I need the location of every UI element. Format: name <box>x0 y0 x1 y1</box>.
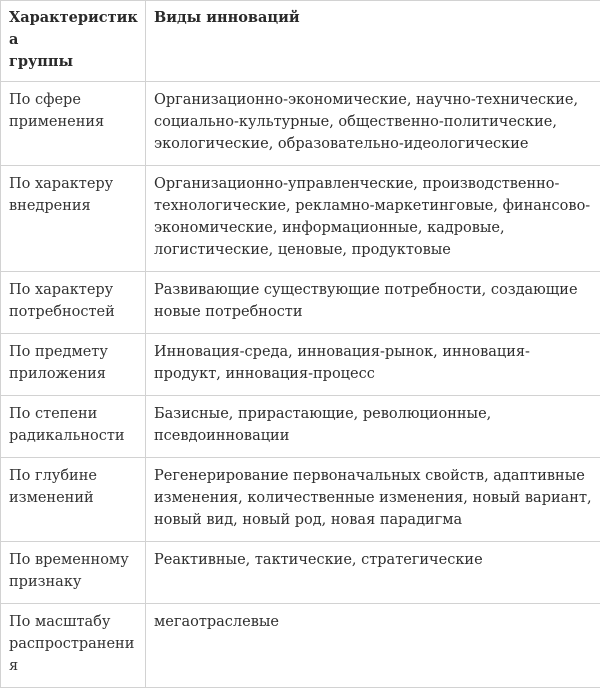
row-category: По масштабу распространения <box>1 604 146 688</box>
table-row <box>1 458 600 542</box>
row-category: По степени радикальности <box>1 396 146 458</box>
row-kinds: Организационно-управленческие, производственно- технологические, рекламно-маркетинговые, финансово- экономические, информационные, кадровые, логистические, ценовые, продуктовые <box>146 166 600 272</box>
table-row <box>1 604 600 688</box>
row-category: По сфере применения <box>1 82 146 166</box>
row-kinds: Базисные, прирастающие, революционные, псевдоинновации <box>146 396 600 458</box>
row-kinds: Развивающие существующие потребности, создающие новые потребности <box>146 272 600 334</box>
table-row <box>1 82 600 166</box>
row-kinds: Организационно-экономические, научно-технические, социально-культурные, общественно-политические, экологические, образовательно-идеологические <box>146 82 600 166</box>
table-header <box>1 1 600 82</box>
header-row <box>1 1 600 82</box>
row-kinds: Инновация-среда, инновация-рынок, инновация- продукт, инновация-процесс <box>146 334 600 396</box>
row-kinds: мегаотраслевые <box>146 604 600 688</box>
row-category: По временному признаку <box>1 542 146 604</box>
row-category: По предмету приложения <box>1 334 146 396</box>
row-category: По глубине изменений <box>1 458 146 542</box>
row-kinds: Реактивные, тактические, стратегические <box>146 542 600 604</box>
row-kinds: Регенерирование первоначальных свойств, адаптивные изменения, количественные изменения, новый вариант, новый вид, новый род, новая парадигма <box>146 458 600 542</box>
row-category: По характеру потребностей <box>1 272 146 334</box>
row-category: По характеру внедрения <box>1 166 146 272</box>
header-innovation-kinds: Виды инноваций <box>146 1 600 82</box>
table-row <box>1 334 600 396</box>
table-body <box>1 82 600 688</box>
table-row <box>1 396 600 458</box>
table-row <box>1 272 600 334</box>
header-group-characteristic: Характеристика группы <box>1 1 146 82</box>
table-row <box>1 166 600 272</box>
table-row <box>1 542 600 604</box>
